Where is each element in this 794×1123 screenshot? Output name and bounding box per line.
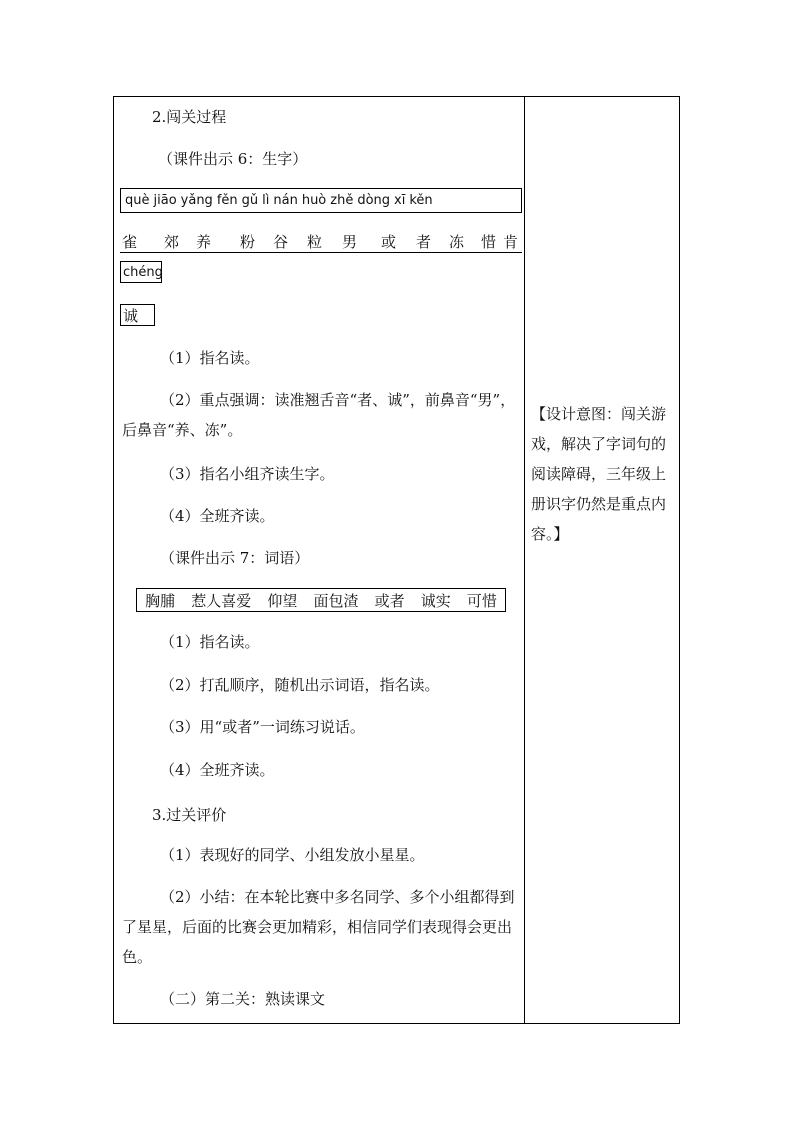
left-column [114,97,524,1023]
pinyin-item: què [125,193,150,208]
instruction-item: （3）指名小组齐读生字。 [160,465,335,483]
pinyin-item: nán [273,193,298,208]
character-item: 男 [342,233,358,251]
character-item: 者 [416,233,432,251]
instruction-item: （4）全班齐读。 [160,761,275,779]
pinyin-item: kěn [409,193,433,208]
pinyin-item: lì [262,193,270,208]
character-item: 郊 [164,233,180,251]
extra-pinyin-box: chéng [120,261,162,283]
courseware7-caption: （课件出示 7：词语） [160,549,310,567]
character-item: 谷 [273,233,289,251]
character-item: 粉 [240,233,256,251]
instruction-item: （2）重点强调：读准翘舌音“者、诚”，前鼻音“男”，后鼻音“养、冻”。 [122,391,516,439]
vocab-word: 惹人喜爱 [191,591,252,610]
instruction-item: （2）打乱顺序，随机出示词语，指名读。 [160,676,440,694]
character-item: 养 [196,233,212,251]
character-row [120,231,522,253]
character-item: 冻 [449,233,465,251]
instruction-item: （1）指名读。 [160,349,260,367]
instruction-item: （2）小结：在本轮比赛中多名同学、多个小组都得到了星星，后面的比赛会更加精彩，相信同学们表现得会更出色。 [122,888,515,966]
pinyin-item: fěn [216,193,238,208]
extra-character-box: 诚 [120,304,155,326]
instruction-item: （1）指名读。 [160,633,260,651]
section2-title: （二）第二关：熟读课文 [160,990,326,1008]
vocab-word: 或者 [374,591,405,610]
pinyin-item: xī [394,193,406,208]
instruction-item: （4）全班齐读。 [160,507,275,525]
pinyin-item: yǎng [180,193,213,208]
instruction-item: （3）用“或者”一词练习说话。 [160,718,365,736]
step3-title: 3.过关评价 [152,806,227,824]
vocab-word: 胸脯 [145,591,176,610]
pinyin-item: gǔ [241,193,259,208]
pinyin-item: dòng [357,193,391,208]
pinyin-row [120,188,522,213]
character-item: 肯 [503,233,519,251]
vocabulary-box [136,588,506,612]
right-column [525,97,679,1023]
lesson-table [113,96,680,1024]
character-item: 惜 [481,233,497,251]
vocab-word: 可惜 [466,591,497,610]
vocab-word: 诚实 [420,591,451,610]
pinyin-item: zhě [330,193,354,208]
character-item: 或 [381,233,397,251]
design-intent-note: 【设计意图：闯关游戏，解决了字词句的阅读障碍，三年级上册识字仍然是重点内容。】 [531,405,667,543]
vocab-word: 面包渣 [313,591,359,610]
character-item: 粒 [307,233,323,251]
instruction-item: （1）表现好的同学、小组发放小星星。 [160,846,425,864]
vocab-word: 仰望 [267,591,298,610]
pinyin-item: jiāo [153,193,177,208]
step2-title: 2.闯关过程 [152,108,227,126]
character-item: 雀 [122,233,138,251]
pinyin-item: huò [301,193,327,208]
courseware6-caption: （课件出示 6：生字） [158,150,308,168]
